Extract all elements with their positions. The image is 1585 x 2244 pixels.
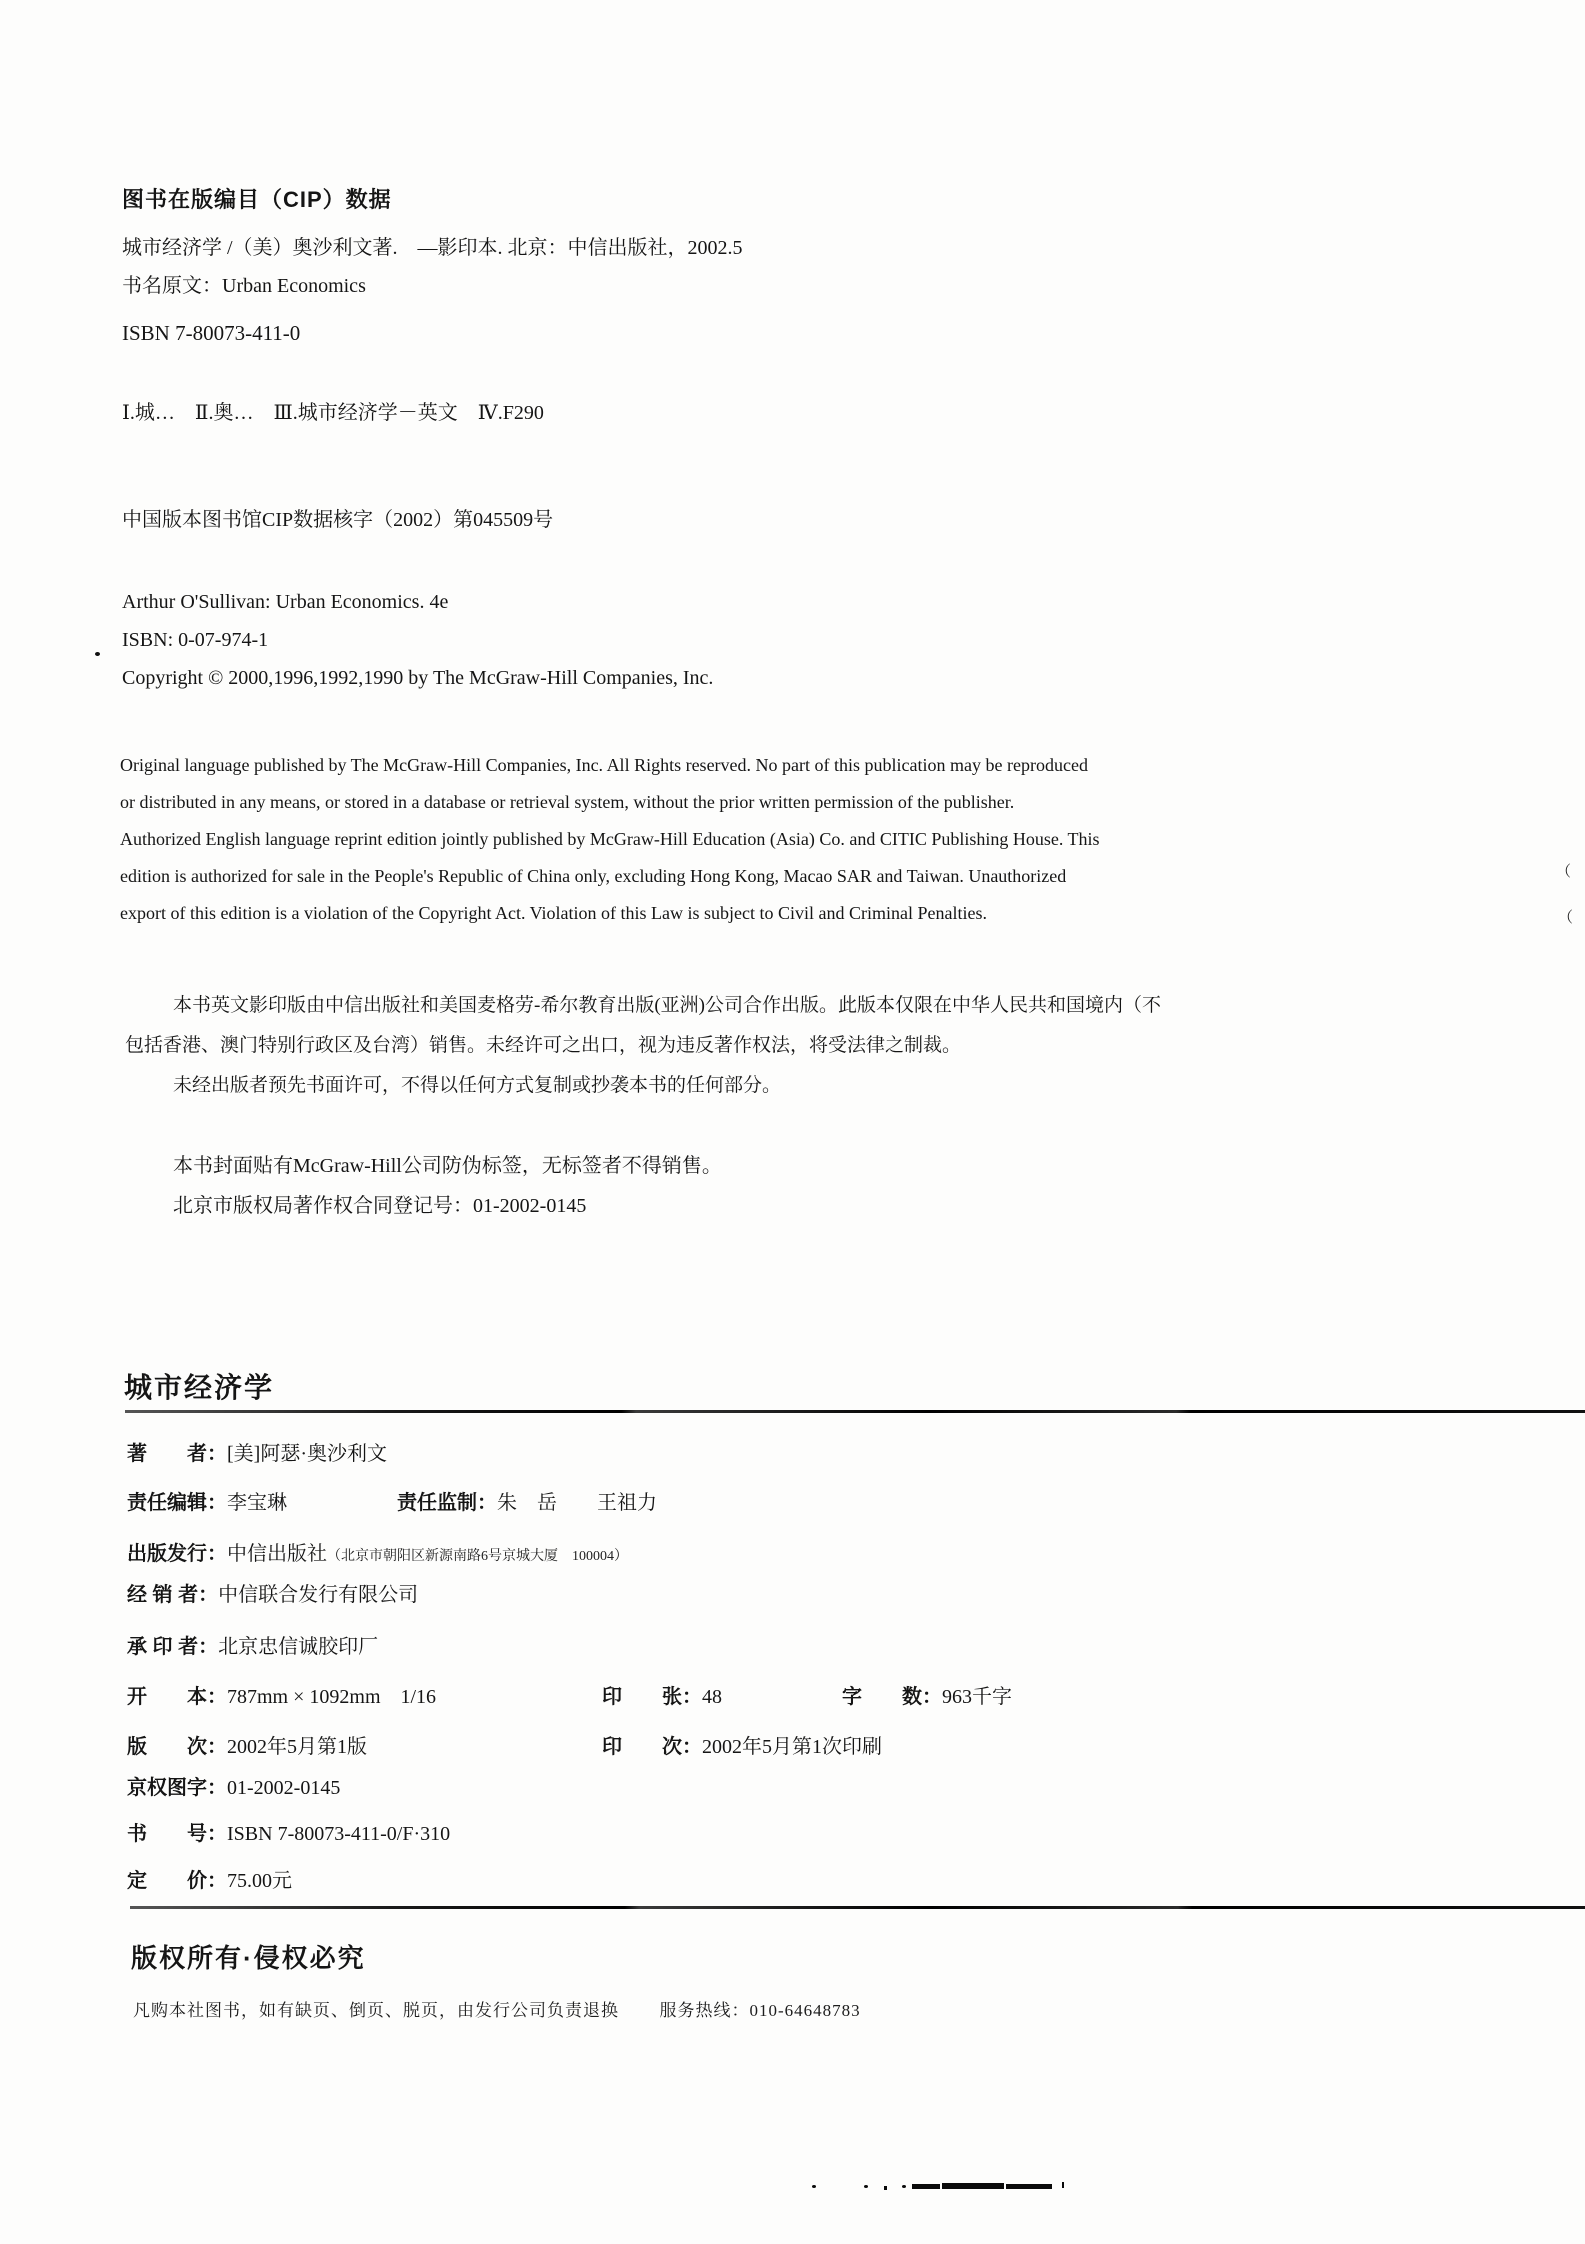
row-value: 李宝琳 <box>227 1492 287 1514</box>
english-rights-line: edition is authorized for sale in the People's Republic of China only, excluding Hong Kong, Macao SAR and Taiwan. Unauthorized <box>120 866 1067 886</box>
colophon-row-editors <box>127 1486 657 1515</box>
colophon-row-distributor <box>127 1578 418 1607</box>
row-label: 经 销 者： <box>127 1584 219 1606</box>
chinese-rights-line: 本书英文影印版由中信出版社和美国麦格劳-希尔教育出版(亚洲)公司合作出版。此版本仅限在中华人民共和国境内（不 <box>173 995 1161 1016</box>
copyright-title-line: Arthur O'Sullivan: Urban Economics. 4e <box>122 591 449 613</box>
cip-classification: Ⅰ.城… Ⅱ.奥… Ⅲ.城市经济学－英文 Ⅳ.F290 <box>122 402 544 424</box>
row-label: 字 数： <box>842 1686 942 1708</box>
row-label: 开 本： <box>127 1686 227 1708</box>
scan-artifact-mark: （ <box>1556 864 1572 880</box>
colophon-row-edition <box>127 1730 882 1759</box>
colophon-row-beijing-copyright <box>127 1771 340 1800</box>
row-label: 定 价： <box>127 1870 227 1892</box>
row-label: 印 次： <box>602 1736 702 1758</box>
row-value: 北京忠信诚胶印厂 <box>218 1636 379 1658</box>
registration-number-line: 北京市版权局著作权合同登记号：01-2002-0145 <box>173 1195 587 1217</box>
english-rights-line: Original language published by The McGraw-Hill Companies, Inc. All Rights reserved. No part of this publication may be reproduced <box>120 755 1088 775</box>
cip-record-number: 中国版本图书馆CIP数据核字（2002）第045509号 <box>122 509 554 531</box>
row-value: 963千字 <box>942 1686 1012 1708</box>
row-label: 著 者： <box>127 1443 227 1465</box>
row-label: 书 号： <box>127 1823 227 1845</box>
row-label: 责任编辑： <box>127 1492 227 1514</box>
row-value: 48 <box>702 1686 722 1708</box>
row-value: ISBN 7-80073-411-0/F·310 <box>227 1823 451 1845</box>
row-value: 朱 岳 王祖力 <box>497 1492 657 1514</box>
row-value: 2002年5月第1次印刷 <box>702 1736 882 1758</box>
row-value: 01-2002-0145 <box>227 1777 341 1799</box>
english-rights-line: Authorized English language reprint edition jointly published by McGraw-Hill Education (Asia) Co. and CITIC Publishing House. This <box>120 829 1100 849</box>
english-rights-line: or distributed in any means, or stored in a database or retrieval system, without the prior written permission of the publisher. <box>120 792 1015 812</box>
english-rights-paragraph <box>120 747 1100 932</box>
cip-original-title: 书名原文：Urban Economics <box>122 275 366 297</box>
cip-description: 城市经济学 /（美）奥沙利文著. —影印本. 北京：中信出版社，2002.5 <box>122 237 743 259</box>
divider-line-bottom <box>130 1906 1585 1909</box>
row-value: 中信联合发行有限公司 <box>218 1584 419 1606</box>
row-label: 责任监制： <box>397 1492 497 1514</box>
chinese-rights-paragraph <box>125 986 1161 1106</box>
divider-line-top <box>125 1410 1585 1413</box>
scan-artifact-dashes <box>812 2182 1102 2190</box>
row-value: [美]阿瑟·奥沙利文 <box>227 1443 387 1465</box>
row-label: 版 次： <box>127 1736 227 1758</box>
colophon-row-price <box>127 1864 292 1893</box>
colophon-row-format <box>127 1680 1012 1709</box>
scan-artifact-mark: （ <box>1558 910 1574 926</box>
chinese-rights-line: 未经出版者预先书面许可，不得以任何方式复制或抄袭本书的任何部分。 <box>173 1075 782 1096</box>
service-note-text: 凡购本社图书，如有缺页、倒页、脱页，由发行公司负责退换 <box>133 2001 619 2020</box>
row-value: 75.00元 <box>227 1870 292 1892</box>
colophon-row-printer <box>127 1630 378 1659</box>
cip-heading: 图书在版编目（CIP）数据 <box>122 187 392 212</box>
row-label: 印 张： <box>602 1686 702 1708</box>
service-hotline: 服务热线：010-64648783 <box>659 2001 861 2020</box>
copyright-line: Copyright © 2000,1996,1992,1990 by The McGraw-Hill Companies, Inc. <box>122 667 714 689</box>
copyright-isbn-line: ISBN: 0-07-974-1 <box>122 629 269 651</box>
rights-notice: 版权所有·侵权必究 <box>131 1943 366 1973</box>
chinese-rights-line: 包括香港、澳门特别行政区及台湾）销售。未经许可之出口，视为违反著作权法，将受法律之制裁。 <box>125 1035 962 1056</box>
service-note <box>133 1996 861 2021</box>
row-label: 出版发行： <box>127 1543 227 1565</box>
row-value: 2002年5月第1版 <box>227 1736 367 1758</box>
colophon-row-publisher <box>127 1537 628 1566</box>
row-label: 承 印 者： <box>127 1636 219 1658</box>
cip-isbn: ISBN 7-80073-411-0 <box>122 321 301 345</box>
row-value: 中信出版社 <box>227 1543 327 1565</box>
english-rights-line: export of this edition is a violation of the Copyright Act. Violation of this Law is subject to Civil and Criminal Penalties. <box>120 903 987 923</box>
colophon-row-book-number <box>127 1817 450 1846</box>
row-label: 京权图字： <box>127 1777 227 1799</box>
book-title: 城市经济学 <box>124 1372 275 1403</box>
row-value: 787mm × 1092mm 1/16 <box>227 1686 437 1708</box>
colophon-row-author <box>127 1437 387 1466</box>
publisher-address-note: （北京市朝阳区新源南路6号京城大厦 100004） <box>327 1549 628 1564</box>
anticounterfeit-note: 本书封面贴有McGraw-Hill公司防伪标签，无标签者不得销售。 <box>173 1155 722 1177</box>
scan-artifact-dot <box>95 652 100 656</box>
